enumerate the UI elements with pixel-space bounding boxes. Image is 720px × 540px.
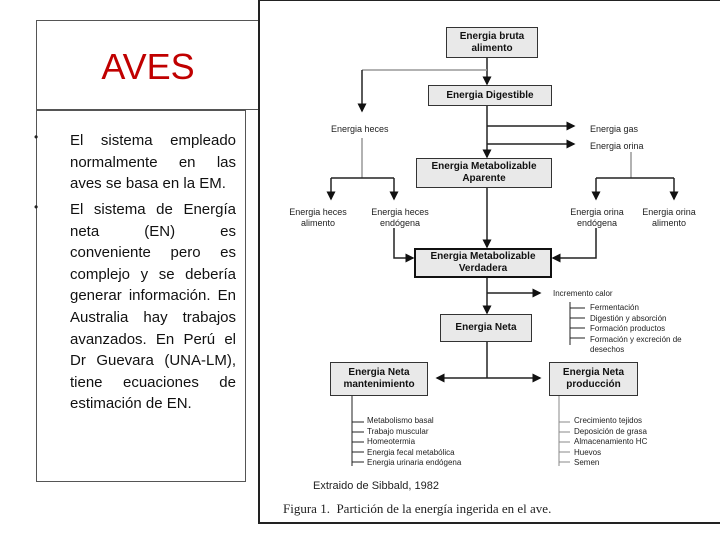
label-orina-alimento: Energia orina alimento [642, 207, 696, 228]
list-item: Semen [574, 458, 600, 467]
label-energia-heces: Energia heces [331, 124, 389, 134]
bullet-2: El sistema de Energía neta (EN) es conveniente pero es complejo y se debería generar información. En Australia hay trabajos avanzados. En Perú el Dr Guevara (UNA-LM), tiene ecuaciones de estimación de EN. [70, 201, 236, 413]
enm-list [367, 416, 461, 469]
list-item: Energia urinaria endógena [367, 458, 462, 467]
box-energia-bruta: Energia bruta alimento [446, 27, 538, 58]
label-incremento-calor: Incremento calor [553, 289, 613, 298]
list-item: Metabolismo basal [367, 416, 434, 425]
list-item: Fermentación [590, 303, 639, 312]
box-en-produccion: Energia Neta producción [549, 362, 638, 396]
list-item: Deposición de grasa [574, 426, 647, 436]
list-item: Formación productos [590, 324, 666, 333]
slide-title: AVES [101, 46, 195, 87]
bullet-marker: • [34, 200, 39, 214]
box-en-mantenimiento: Energia Neta mantenimiento [330, 362, 428, 396]
label-energia-orina: Energia orina [590, 141, 644, 151]
list-item: Crecimiento tejidos [574, 416, 643, 425]
list-item: Digestión y absorción [590, 313, 667, 323]
list-item: Huevos [574, 447, 602, 457]
box-em-aparente: Energia Metabolizable Aparente [416, 158, 552, 188]
list-item: Energia fecal metabólica [367, 447, 455, 457]
label-heces-alimento: Energia heces alimento [289, 207, 347, 228]
list-item: Homeotermia [367, 437, 416, 446]
box-energia-neta: Energia Neta [440, 314, 532, 342]
bullet-marker: • [34, 130, 39, 144]
list-item: Formación y excreción de desechos [590, 334, 682, 354]
list-item: Trabajo muscular [367, 426, 429, 436]
label-heces-endogena: Energia heces endógena [371, 207, 429, 228]
label-orina-endogena: Energia orina endógena [570, 207, 624, 228]
box-energia-digestible: Energia Digestible [428, 85, 552, 106]
source-note: Extraido de Sibbald, 1982 [313, 480, 439, 492]
bullet-1: El sistema empleado normalmente en las aves se basa en la EM. [70, 132, 236, 193]
calor-list [590, 303, 700, 356]
label-energia-gas: Energia gas [590, 124, 639, 134]
list-item: Almacenamiento HC [574, 437, 648, 446]
box-em-verdadera: Energia Metabolizable Verdadera [414, 248, 552, 278]
enp-list [574, 416, 647, 469]
figure-caption: Figura 1. Partición de la energía ingerida en el ave. [283, 501, 552, 516]
